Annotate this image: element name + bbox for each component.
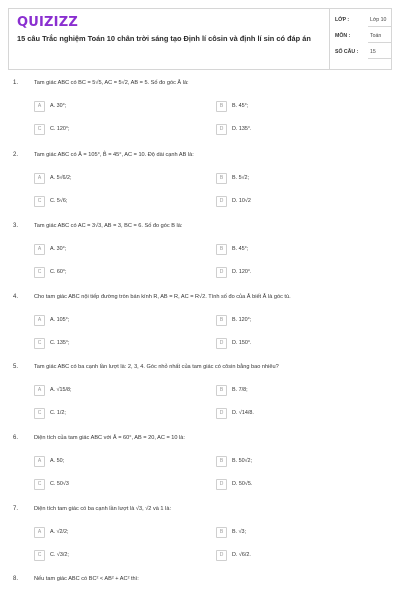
option-text: A. √2/2;: [50, 529, 69, 535]
option-letter-box: D: [216, 479, 227, 490]
option-text: D. √6/2.: [232, 552, 251, 558]
option-a[interactable]: [34, 385, 194, 397]
option-b[interactable]: [216, 315, 376, 327]
option-text: D. 50√5.: [232, 481, 253, 487]
option-text: C. 5√6;: [50, 198, 68, 204]
option-letter-box: A: [34, 315, 45, 326]
option-letter-box: A: [34, 244, 45, 255]
option-c[interactable]: [34, 338, 194, 350]
option-letter-box: A: [34, 456, 45, 467]
question-number: 6.: [13, 435, 19, 441]
option-d[interactable]: [216, 338, 376, 350]
option-letter-box: B: [216, 385, 227, 396]
option-letter-box: C: [34, 124, 45, 135]
option-text: C. 60°;: [50, 269, 67, 275]
option-text: B. 7/8;: [232, 387, 248, 393]
option-text: C. 120°;: [50, 126, 70, 132]
meta-grade-label: LỚP :: [335, 17, 350, 23]
option-a[interactable]: [34, 244, 194, 256]
option-letter-box: A: [34, 385, 45, 396]
option-a[interactable]: [34, 456, 194, 468]
option-letter-box: D: [216, 408, 227, 419]
option-letter-box: C: [34, 338, 45, 349]
question-5: [0, 364, 400, 436]
option-text: C. √3/2;: [50, 552, 69, 558]
option-c[interactable]: [34, 124, 194, 136]
option-b[interactable]: [216, 173, 376, 185]
question-number: 3.: [13, 223, 19, 229]
option-letter-box: C: [34, 196, 45, 207]
option-text: B. 5√2;: [232, 175, 250, 181]
option-letter-box: A: [34, 101, 45, 112]
question-2: [0, 152, 400, 224]
option-a[interactable]: [34, 173, 194, 185]
option-c[interactable]: [34, 479, 194, 491]
option-b[interactable]: [216, 527, 376, 539]
quizizz-logo: QUIZIZZ: [17, 15, 78, 30]
option-b[interactable]: [216, 101, 376, 113]
meta-underline: [368, 42, 391, 43]
meta-grade: [333, 15, 391, 27]
option-letter-box: D: [216, 550, 227, 561]
meta-subject: [333, 31, 391, 43]
option-text: A. 105°;: [50, 317, 70, 323]
option-letter-box: A: [34, 527, 45, 538]
option-b[interactable]: [216, 385, 376, 397]
option-text: A. 30°;: [50, 103, 67, 109]
meta-subject-value: Toán: [370, 33, 382, 39]
option-c[interactable]: [34, 408, 194, 420]
option-letter-box: B: [216, 527, 227, 538]
meta-count-label: SỐ CÂU :: [335, 49, 359, 55]
question-text: Diện tích của tam giác ABC với Â = 60°, AB = 20, AC = 10 là:: [34, 435, 185, 441]
question-number: 2.: [13, 152, 19, 158]
question-text: Tam giác ABC có BC = 5√5, AC = 5√2, AB = 5. Số đo góc Â là:: [34, 80, 189, 86]
option-text: B. 45°;: [232, 103, 249, 109]
option-letter-box: A: [34, 173, 45, 184]
page-title: 15 câu Trắc nghiệm Toán 10 chân trời sáng tạo Định lí côsin và định lí sin có đáp án: [17, 34, 311, 43]
option-letter-box: B: [216, 173, 227, 184]
option-text: B. 50√2;: [232, 458, 253, 464]
option-letter-box: C: [34, 408, 45, 419]
option-letter-box: D: [216, 196, 227, 207]
question-number: 4.: [13, 294, 19, 300]
option-text: C. 135°;: [50, 340, 70, 346]
option-text: D. √14/8.: [232, 410, 254, 416]
option-text: A. 30°;: [50, 246, 67, 252]
question-1: [0, 80, 400, 152]
option-c[interactable]: [34, 196, 194, 208]
option-c[interactable]: [34, 550, 194, 562]
option-a[interactable]: [34, 315, 194, 327]
option-text: D. 120°.: [232, 269, 252, 275]
option-d[interactable]: [216, 550, 376, 562]
document-header: [8, 8, 392, 70]
option-c[interactable]: [34, 267, 194, 279]
option-letter-box: B: [216, 456, 227, 467]
question-8: [0, 576, 400, 600]
meta-question-count: [333, 47, 391, 59]
option-text: A. 5√6/2;: [50, 175, 72, 181]
option-letter-box: D: [216, 338, 227, 349]
option-text: A. √15/8;: [50, 387, 72, 393]
question-number: 7.: [13, 506, 19, 512]
meta-underline: [368, 58, 391, 59]
option-letter-box: C: [34, 550, 45, 561]
option-d[interactable]: [216, 408, 376, 420]
option-text: D. 10√2: [232, 198, 251, 204]
question-text: Tam giác ABC có Â = 105°, B̂ = 45°, AC = 10. Độ dài cạnh AB là:: [34, 152, 194, 158]
option-d[interactable]: [216, 479, 376, 491]
meta-grade-value: Lớp 10: [370, 17, 387, 23]
option-d[interactable]: [216, 267, 376, 279]
option-a[interactable]: [34, 527, 194, 539]
option-letter-box: D: [216, 124, 227, 135]
question-text: Diện tích tam giác có ba cạnh lần lượt là √3, √2 và 1 là:: [34, 506, 171, 512]
meta-subject-label: MÔN :: [335, 33, 351, 39]
option-d[interactable]: [216, 196, 376, 208]
option-b[interactable]: [216, 244, 376, 256]
option-text: B. 45°;: [232, 246, 249, 252]
header-divider: [329, 9, 330, 69]
option-text: C. 50√3: [50, 481, 69, 487]
question-number: 5.: [13, 364, 19, 370]
option-letter-box: B: [216, 244, 227, 255]
question-number: 8.: [13, 576, 19, 582]
option-text: B. √3;: [232, 529, 247, 535]
question-number: 1.: [13, 80, 19, 86]
meta-underline: [368, 26, 391, 27]
option-text: D. 135°.: [232, 126, 252, 132]
question-text: Tam giác ABC có AC = 3√3, AB = 3, BC = 6. Số đo góc B là:: [34, 223, 183, 229]
question-text: Cho tam giác ABC nội tiếp đường tròn bán kính R, AB = R, AC = R√2. Tính số đo của Â biết Â là góc tù.: [34, 294, 291, 300]
question-7: [0, 506, 400, 578]
meta-count-value: 15: [370, 49, 376, 55]
option-text: B. 120°;: [232, 317, 252, 323]
question-text: Tam giác ABC có ba cạnh lần lượt là: 2, 3, 4. Góc nhỏ nhất của tam giác có côsin bằng bao nhiêu?: [34, 364, 279, 370]
question-3: [0, 223, 400, 295]
option-letter-box: C: [34, 267, 45, 278]
option-text: A. 50;: [50, 458, 65, 464]
option-text: D. 150°.: [232, 340, 252, 346]
option-d[interactable]: [216, 124, 376, 136]
question-6: [0, 435, 400, 507]
question-text: Nếu tam giác ABC có BC² < AB² + AC² thì:: [34, 576, 139, 582]
option-text: C. 1/2;: [50, 410, 66, 416]
question-4: [0, 294, 400, 366]
option-letter-box: D: [216, 267, 227, 278]
option-letter-box: B: [216, 315, 227, 326]
option-letter-box: B: [216, 101, 227, 112]
option-b[interactable]: [216, 456, 376, 468]
option-letter-box: C: [34, 479, 45, 490]
option-a[interactable]: [34, 101, 194, 113]
